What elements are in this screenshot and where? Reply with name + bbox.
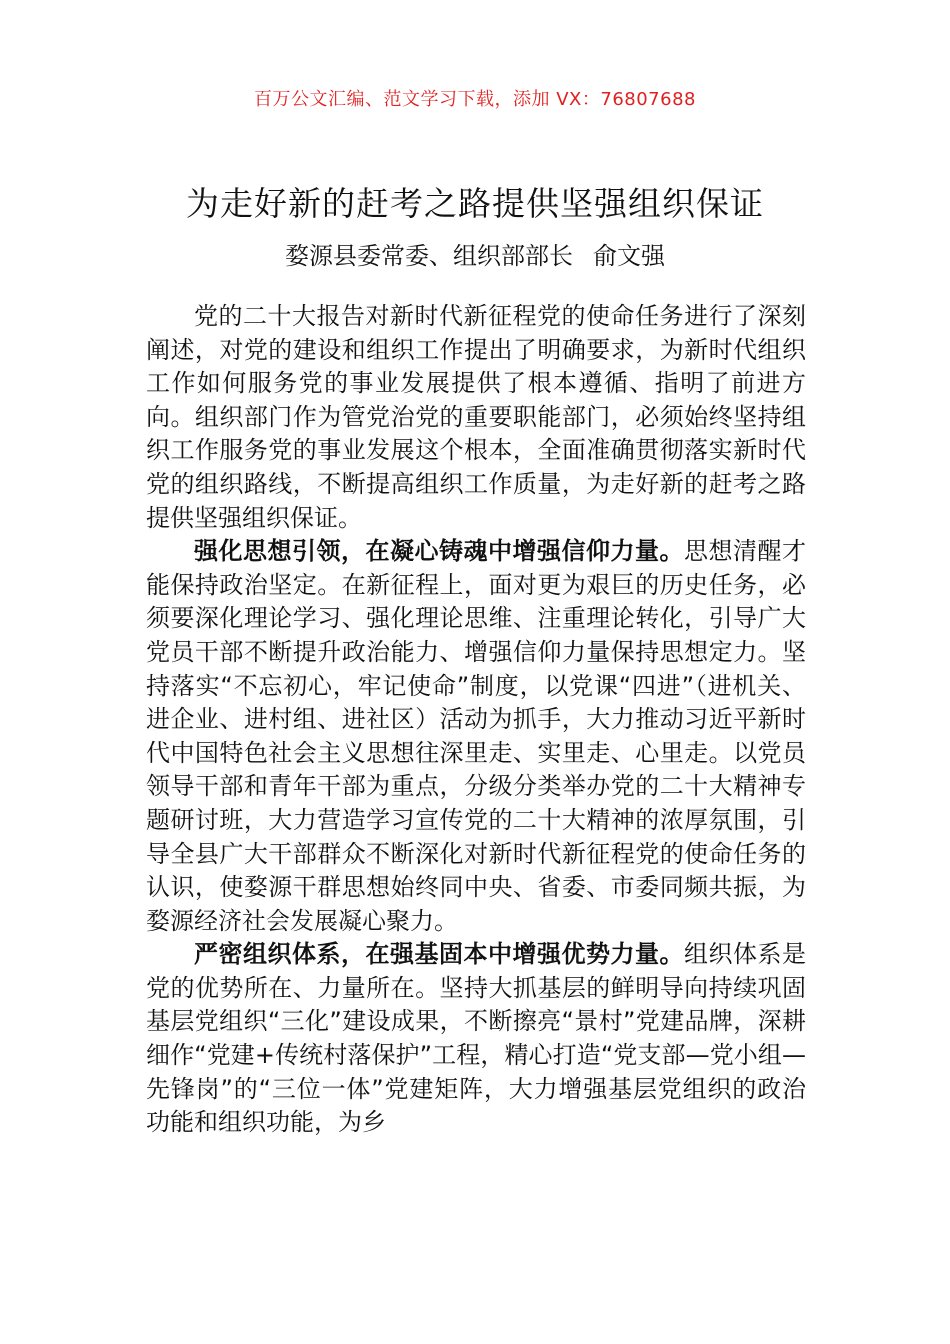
paragraph-text: 思想清醒才能保持政治坚定。在新征程上，面对更为艰巨的历史任务，必须要深化理论学习、强化理论思维、注重理论转化，引导广大党员干部不断提升政治能力、增强信仰力量保持思想定力。坚持落实“不忘初心，牢记使命”制度，以党课“四进”（进机关、进企业、进村组、进社区）活动为抓手，大力推动习近平新时代中国特色社会主义思想往深里走、实里走、心里走。以党员领导干部和青年干部为重点，分级分类举办党的二十大精神专题研讨班，大力营造学习宣传党的二十大精神的浓厚氛围，引导全县广大干部群众不断深化对新时代新征程党的使命任务的认识，使婺源干群思想始终同中央、省委、市委同频共振，为婺源经济社会发展凝心聚力。 bbox=[146, 537, 806, 935]
paragraph bbox=[146, 300, 806, 535]
watermark-header: 百万公文汇编、范文学习下载，添加 VX：76807688 bbox=[254, 89, 696, 110]
paragraph bbox=[146, 938, 806, 1140]
document-body bbox=[146, 300, 806, 1140]
paragraph bbox=[146, 535, 806, 938]
paragraph-heading: 强化思想引领，在凝心铸魂中增强信仰力量。 bbox=[194, 537, 684, 566]
author-position: 婺源县委常委、组织部部长 bbox=[285, 242, 573, 270]
document-title: 为走好新的赶考之路提供坚强组织保证 bbox=[186, 184, 764, 223]
author-byline bbox=[0, 236, 950, 271]
author-name: 俞文强 bbox=[593, 242, 665, 270]
paragraph-heading: 严密组织体系，在强基固本中增强优势力量。 bbox=[194, 940, 684, 969]
paragraph-text: 组织体系是党的优势所在、力量所在。坚持大抓基层的鲜明导向持续巩固基层党组织“三化”建设成果，不断擦亮“景村”党建品牌，深耕细作“党建+传统村落保护”工程，精心打造“党支部—党小组—先锋岗”的“三位一体”党建矩阵，大力增强基层党组织的政治功能和组织功能，为乡 bbox=[146, 940, 806, 1137]
paragraph-text: 党的二十大报告对新时代新征程党的使命任务进行了深刻阐述，对党的建设和组织工作提出了明确要求，为新时代组织工作如何服务党的事业发展提供了根本遵循、指明了前进方向。组织部门作为管党治党的重要职能部门，必须始终坚持组织工作服务党的事业发展这个根本，全面准确贯彻落实新时代党的组织路线，不断提高组织工作质量，为走好新的赶考之路提供坚强组织保证。 bbox=[146, 302, 806, 532]
